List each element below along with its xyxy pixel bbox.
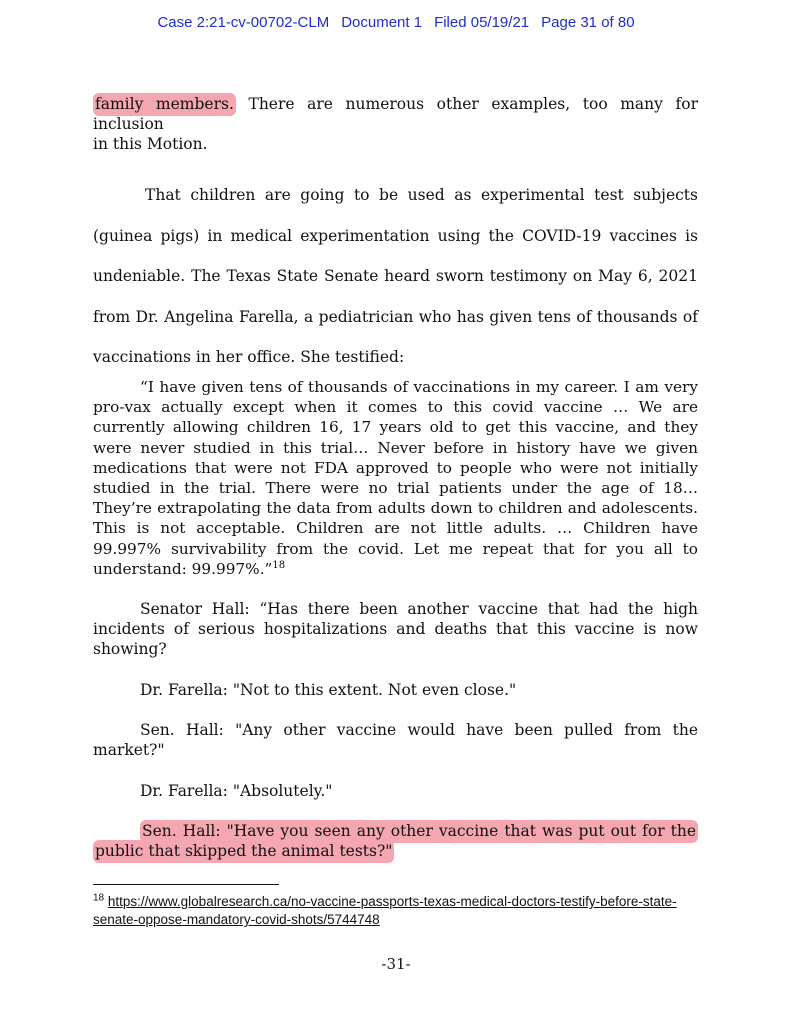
case-header — [0, 14, 792, 31]
block-quote — [93, 377, 698, 579]
page-number: -31- — [381, 955, 411, 973]
dialog-farella-1: Dr. Farella: "Not to this extent. Not even close." — [140, 681, 517, 699]
filed-date: Filed 05/19/21 — [434, 14, 530, 31]
document-number: Document 1 — [341, 14, 423, 31]
paragraph-1-text: There are numerous other examples, too many for inclusion — [93, 95, 698, 133]
footnote-divider — [93, 884, 279, 885]
highlight-family-members: family members. — [93, 93, 236, 116]
quote-text: “I have given tens of thousands of vaccinations in my career. I am very pro-vax actually except when it comes to this covid vaccine … We are currently allowing children 16, 17 years old to get this vaccine, and they were never studied in this trial… Never before in history have we given medications that were not FDA approved to people who were not initially studied in the trial. There were no trial patients under the age of 18… They’re extrapolating the data from adults down to children and adolescents. This is not acceptable. Children are not little adults. … Children have 99.997% survivability from the covid. Let me repeat that for you all to understand: 99.997%.” — [93, 378, 698, 578]
paragraph-motion: in this Motion. — [93, 135, 208, 153]
footnote-ref: 18 — [272, 559, 286, 571]
dialog-hall-2: Sen. Hall: "Any other vaccine would have been pulled from the market?" — [93, 721, 698, 759]
dialog-farella-2: Dr. Farella: "Absolutely." — [140, 782, 333, 800]
highlight-animal-tests: Sen. Hall: "Have you seen any other vaccine that was put out for the public that skipped the animal tests?" — [93, 820, 698, 863]
footnote-number: 18 — [93, 892, 105, 904]
footnote — [93, 893, 683, 929]
case-number: Case 2:21-cv-00702-CLM — [157, 14, 330, 31]
dialog-senator-hall-1: Senator Hall: “Has there been another vaccine that had the high incidents of serious hospitalizations and deaths that this vaccine is now showing? — [93, 600, 698, 658]
page-indicator: Page 31 of 80 — [541, 14, 635, 31]
dialog-hall-3 — [93, 821, 698, 861]
footnote-link[interactable]: https://www.globalresearch.ca/no-vaccine-passports-texas-medical-doctors-testify-before-state-senate-oppose-mandatory-covid-shots/5744748 — [93, 894, 677, 927]
paragraph-testimony-intro: That children are going to be used as experimental test subjects (guinea pigs) in medical experimentation using the COVID-19 vaccines is undeniable. The Texas State Senate heard sworn testimony on May 6, 2021 from Dr. Angelina Farella, a pediatrician who has given tens of thousands of vaccinations in her office. She testified: — [93, 186, 698, 366]
paragraph-family-members — [93, 94, 698, 134]
